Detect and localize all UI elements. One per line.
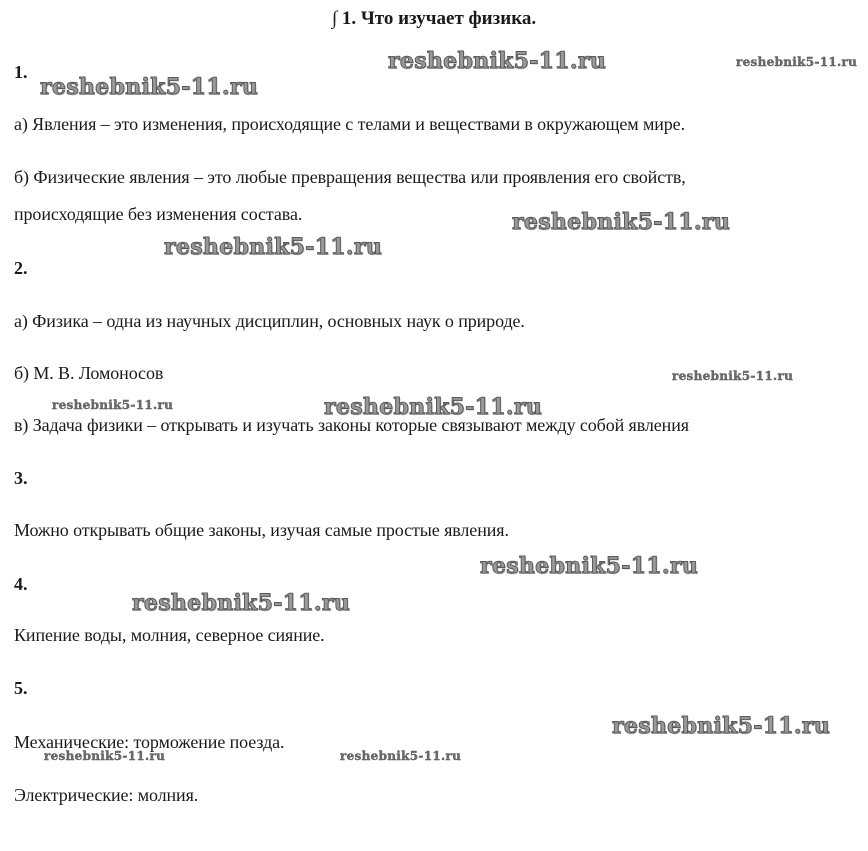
- watermark: reshebnik5-11.ru: [612, 713, 831, 739]
- section-number-3: 3.: [14, 468, 28, 488]
- answer-line-2a: а) Физика – одна из научных дисциплин, основных наук о природе.: [14, 311, 525, 331]
- answer-line-3: Можно открывать общие законы, изучая самые простые явления.: [14, 520, 509, 540]
- watermark: reshebnik5-11.ru: [324, 394, 543, 420]
- page-title: ∫ 1. Что изучает физика.: [331, 8, 537, 29]
- section-number-4: 4.: [14, 574, 28, 594]
- section-number-1: 1.: [14, 62, 28, 82]
- answer-line-2b: б) М. В. Ломоносов: [14, 363, 164, 383]
- answer-line-5b: Электрические: молния.: [14, 785, 199, 805]
- watermark: reshebnik5-11.ru: [164, 234, 383, 260]
- watermark: reshebnik5-11.ru: [52, 398, 174, 412]
- watermark: reshebnik5-11.ru: [512, 209, 731, 235]
- answer-line-1b-cont: происходящие без изменения состава.: [14, 204, 303, 224]
- watermark: reshebnik5-11.ru: [388, 48, 607, 74]
- watermark: reshebnik5-11.ru: [340, 749, 462, 763]
- answer-line-2c: в) Задача физики – открывать и изучать законы которые связывают между собой явления: [14, 415, 689, 435]
- watermark: reshebnik5-11.ru: [40, 74, 259, 100]
- answer-line-1b: б) Физические явления – это любые превращения вещества или проявления его свойств,: [14, 167, 686, 187]
- watermark: reshebnik5-11.ru: [480, 553, 699, 579]
- watermark: reshebnik5-11.ru: [672, 369, 794, 383]
- watermark: reshebnik5-11.ru: [736, 55, 858, 69]
- answer-line-5a: Механические: торможение поезда.: [14, 732, 285, 752]
- answer-line-1a: а) Явления – это изменения, происходящие с телами и веществами в окружающем мире.: [14, 114, 685, 134]
- watermark: reshebnik5-11.ru: [44, 749, 166, 763]
- section-number-2: 2.: [14, 258, 28, 278]
- section-number-5: 5.: [14, 678, 28, 698]
- watermark: reshebnik5-11.ru: [132, 590, 351, 616]
- answer-line-4: Кипение воды, молния, северное сияние.: [14, 625, 325, 645]
